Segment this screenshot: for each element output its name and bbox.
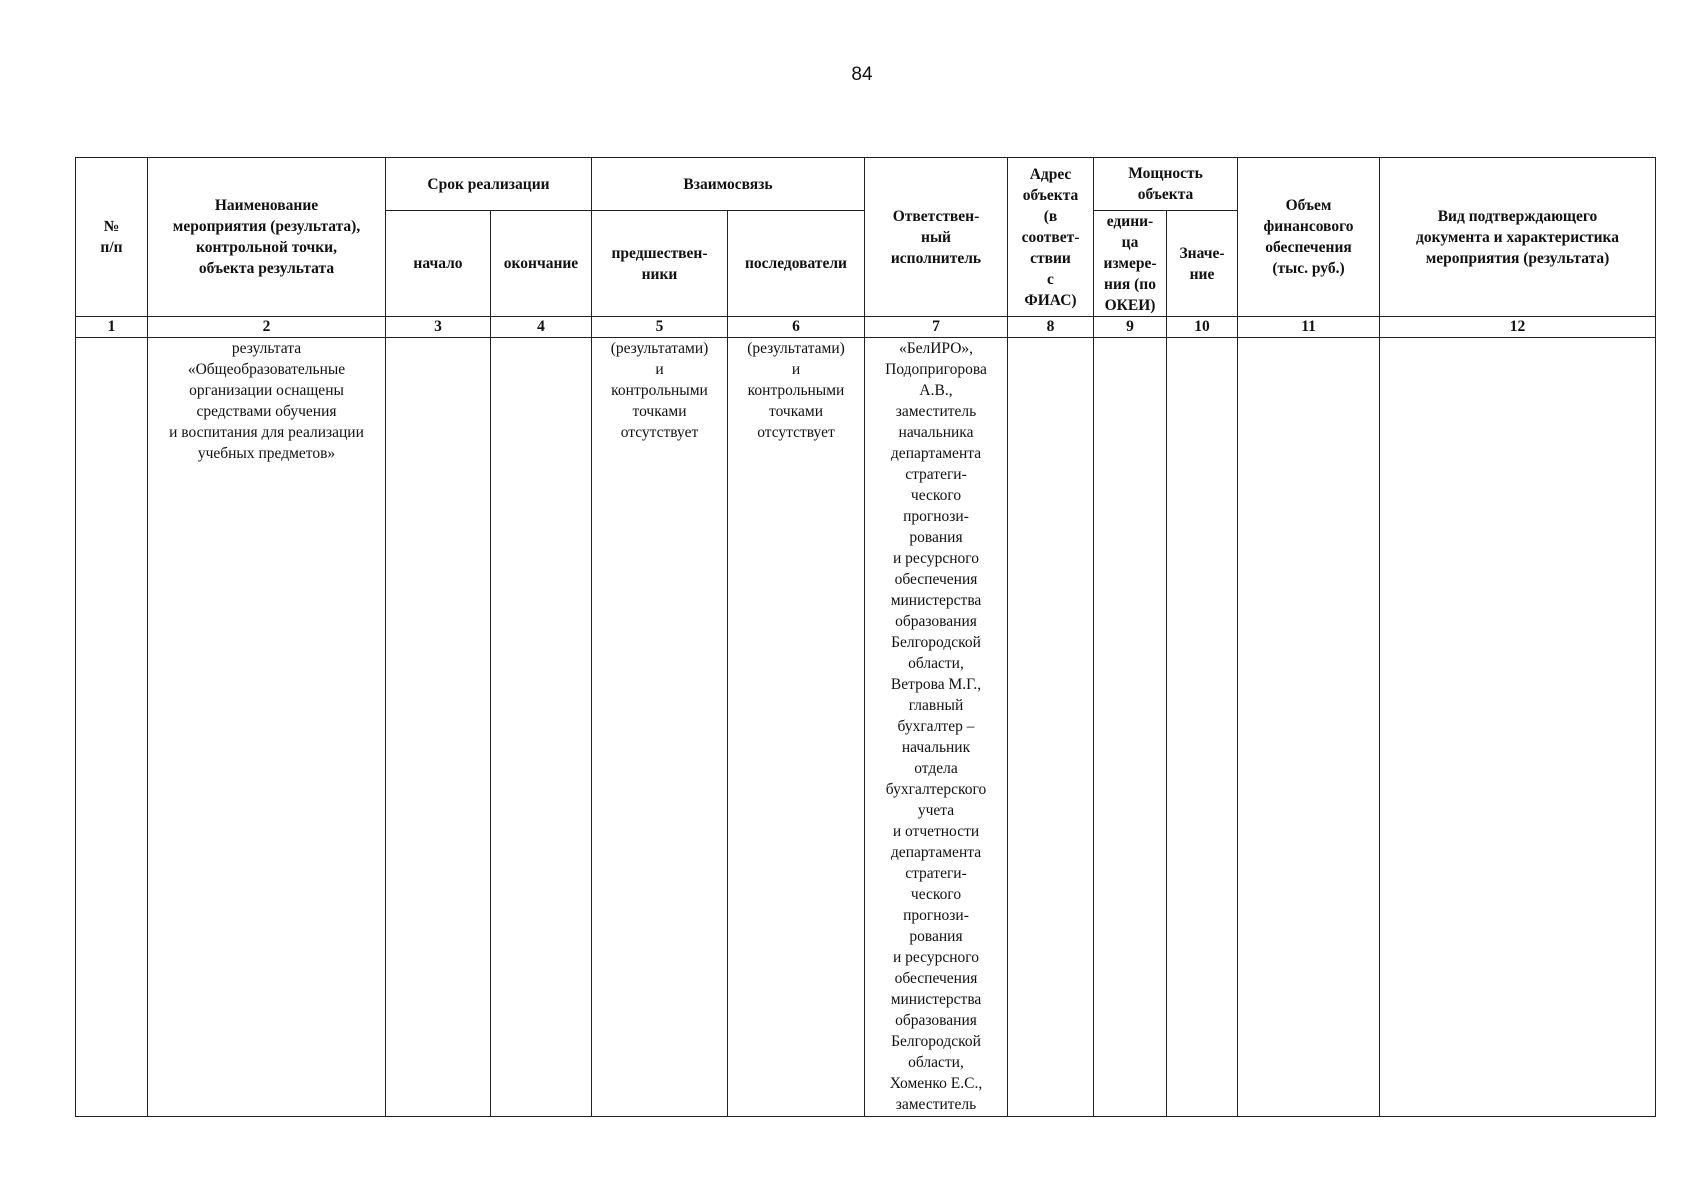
- column-number: 3: [386, 317, 491, 338]
- column-number: 4: [491, 317, 592, 338]
- cell-address: [1008, 338, 1094, 1117]
- column-number: 5: [592, 317, 728, 338]
- table-row: [76, 338, 1656, 1117]
- cell-successors: (результатами) и контрольными точками отсутствует: [728, 338, 865, 1117]
- header-unit: едини- ца измере- ния (по ОКЕИ): [1094, 211, 1167, 317]
- cell-start: [386, 338, 491, 1117]
- column-number: 7: [865, 317, 1008, 338]
- column-number: 10: [1167, 317, 1238, 338]
- column-number: 12: [1380, 317, 1656, 338]
- cell-predecessors: (результатами) и контрольными точками отсутствует: [592, 338, 728, 1117]
- page-number: 84: [851, 64, 873, 85]
- header-value: Значе- ние: [1167, 211, 1238, 317]
- header-start: начало: [386, 211, 491, 317]
- header-name: Наименование мероприятия (результата), контрольной точки, объекта результата: [148, 158, 386, 317]
- cell-responsible: «БелИРО», Подопригорова А.В., заместитель начальника департамента стратеги- ческого прогнози- рования и ресурсного обеспечения министерства образования Белгородской области, Ветрова М.Г., главный бухгалтер – начальник отдела бухгалтерского учета и отчетности департамента стратеги- ческого прогнози- рования и ресурсного обеспечения министерства образования Белгородской области, Хоменко Е.С., заместитель: [865, 338, 1008, 1117]
- activity-table: [75, 157, 1656, 1117]
- column-number: 8: [1008, 317, 1094, 338]
- column-number: 9: [1094, 317, 1167, 338]
- header-responsible: Ответствен- ный исполнитель: [865, 158, 1008, 317]
- column-number: 11: [1238, 317, 1380, 338]
- cell-number: [76, 338, 148, 1117]
- header-predecessors: предшествен- ники: [592, 211, 728, 317]
- header-address: Адрес объекта (в соответ- ствии с ФИАС): [1008, 158, 1094, 317]
- cell-value: [1167, 338, 1238, 1117]
- header-link-group: Взаимосвязь: [592, 158, 865, 211]
- column-number-row: [76, 317, 1656, 338]
- header-document: Вид подтверждающего документа и характеристика мероприятия (результата): [1380, 158, 1656, 317]
- header-term-group: Срок реализации: [386, 158, 592, 211]
- column-number: 2: [148, 317, 386, 338]
- column-number: 6: [728, 317, 865, 338]
- header-successors: последователи: [728, 211, 865, 317]
- cell-document: [1380, 338, 1656, 1117]
- header-power-group: Мощность объекта: [1094, 158, 1238, 211]
- column-number: 1: [76, 317, 148, 338]
- cell-name: результата «Общеобразовательные организации оснащены средствами обучения и воспитания для реализации учебных предметов»: [148, 338, 386, 1117]
- header-end: окончание: [491, 211, 592, 317]
- cell-unit: [1094, 338, 1167, 1117]
- header-financing: Объем финансового обеспечения (тыс. руб.): [1238, 158, 1380, 317]
- cell-end: [491, 338, 592, 1117]
- header-number: № п/п: [76, 158, 148, 317]
- cell-financing: [1238, 338, 1380, 1117]
